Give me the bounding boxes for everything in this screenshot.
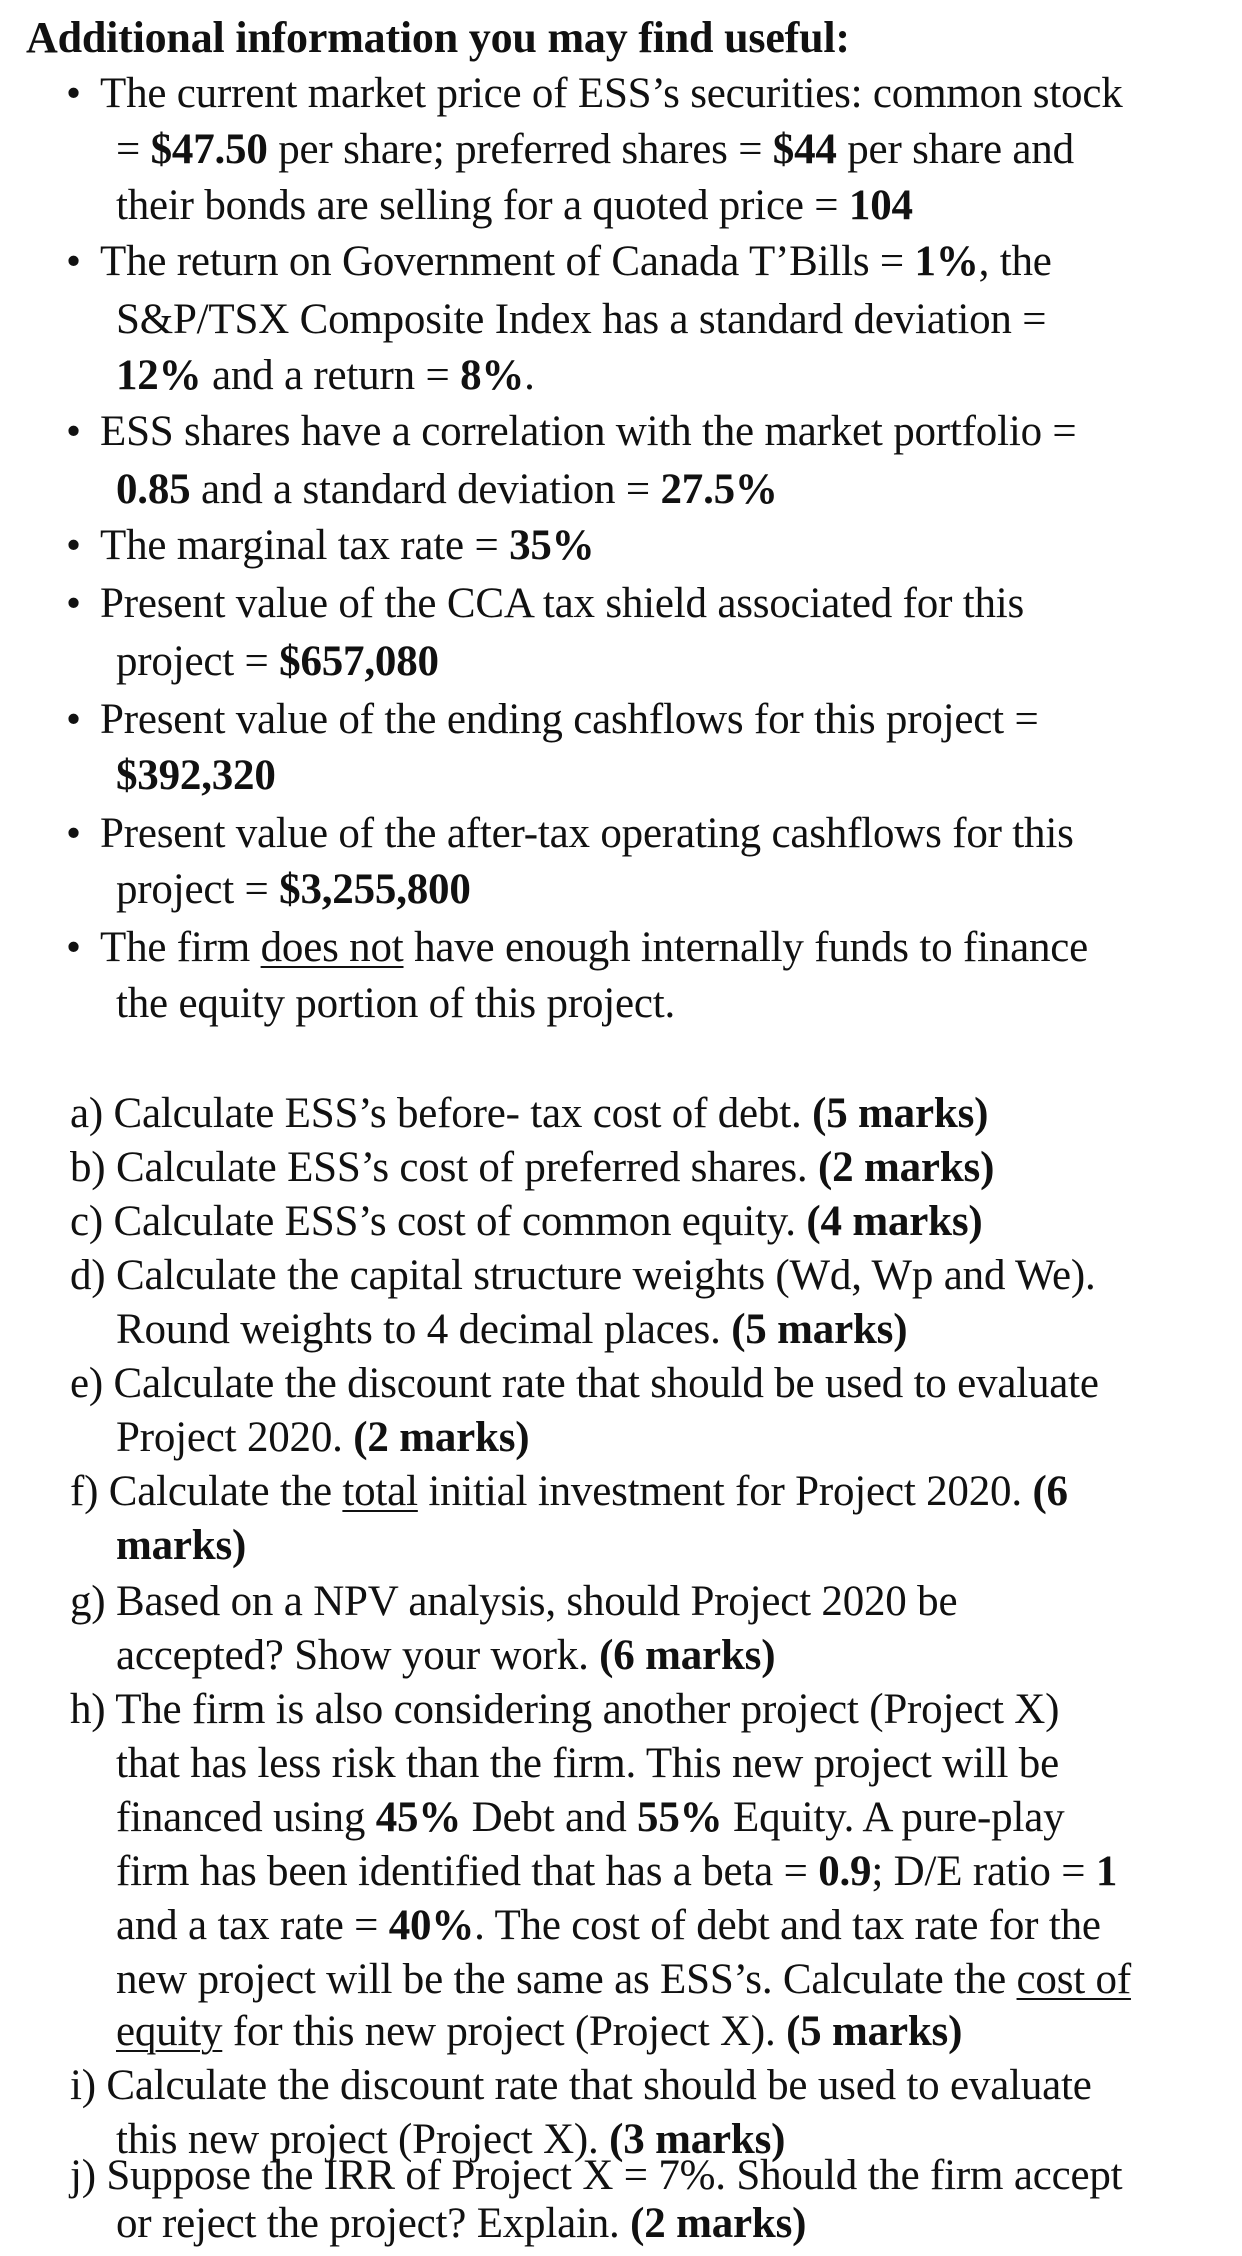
bullet-continuation: 0.85 and a standard deviation = 27.5% [116,466,778,513]
question-e: e) Calculate the discount rate that should be used to evaluate [70,1360,1099,1407]
bullet-continuation: project = $657,080 [116,638,439,685]
question-d-continuation: Round weights to 4 decimal places. (5 marks) [116,1306,908,1353]
bullet-item: • The firm does not have enough internally funds to finance [66,920,1088,976]
bullet-item: • The return on Government of Canada T’Bills = 1%, the [66,234,1052,290]
bullet-continuation: project = $3,255,800 [116,866,471,913]
bullet-dot: • [66,580,81,627]
question-c: c) Calculate ESS’s cost of common equity. (4 marks) [70,1198,983,1245]
question-j-continuation: or reject the project? Explain. (2 marks) [116,2200,807,2247]
question-h-continuation: that has less risk than the firm. This new project will be [116,1740,1059,1787]
bullet-item: • Present value of the ending cashflows for this project = [66,692,1039,748]
bullet-item: • The marginal tax rate = 35% [66,518,594,574]
bullet-dot: • [66,810,81,857]
bullet-continuation: their bonds are selling for a quoted price = 104 [116,182,913,229]
question-j: j) Suppose the IRR of Project X = 7%. Should the firm accept [70,2152,1123,2199]
bullet-dot: • [66,238,81,285]
bullet-dot: • [66,696,81,743]
bullet-item: • Present value of the CCA tax shield associated for this [66,576,1024,632]
bullet-continuation: the equity portion of this project. [116,980,676,1027]
question-h-continuation: financed using 45% Debt and 55% Equity. A pure-play [116,1794,1065,1841]
question-h: h) The firm is also considering another project (Project X) [70,1686,1060,1733]
question-f: f) Calculate the total initial investment for Project 2020. (6 [70,1468,1068,1515]
question-h-continuation: equity for this new project (Project X). (5 marks) [116,2008,963,2055]
bullet-dot: • [66,408,81,455]
question-h-continuation: and a tax rate = 40%. The cost of debt and tax rate for the [116,1902,1101,1949]
question-a: a) Calculate ESS’s before- tax cost of debt. (5 marks) [70,1090,989,1137]
bullet-continuation: S&P/TSX Composite Index has a standard deviation = [116,296,1047,343]
bullet-dot: • [66,70,81,117]
bullet-item: • Present value of the after-tax operating cashflows for this [66,806,1074,862]
question-g-continuation: accepted? Show your work. (6 marks) [116,1632,776,1679]
bullet-item: • The current market price of ESS’s securities: common stock [66,66,1123,122]
bullet-continuation: $392,320 [116,752,276,799]
bullet-continuation: = $47.50 per share; preferred shares = $44 per share and [116,126,1074,173]
bullet-item: • ESS shares have a correlation with the market portfolio = [66,404,1077,460]
bullet-continuation: 12% and a return = 8%. [116,352,535,399]
question-f-continuation: marks) [116,1522,247,1569]
bullet-dot: • [66,522,81,569]
question-h-continuation: firm has been identified that has a beta = 0.9; D/E ratio = 1 [116,1848,1118,1895]
question-h-continuation: new project will be the same as ESS’s. Calculate the cost of [116,1956,1131,2003]
question-i-continuation: this new project (Project X). (3 marks) [116,2116,786,2163]
question-d: d) Calculate the capital structure weights (Wd, Wp and We). [70,1252,1096,1299]
bullet-dot: • [66,924,81,971]
question-i: i) Calculate the discount rate that should be used to evaluate [70,2062,1092,2109]
question-b: b) Calculate ESS’s cost of preferred shares. (2 marks) [70,1144,995,1191]
page-title: Additional information you may find useful: [26,13,850,62]
question-g: g) Based on a NPV analysis, should Project 2020 be [70,1578,958,1625]
question-e-continuation: Project 2020. (2 marks) [116,1414,530,1461]
